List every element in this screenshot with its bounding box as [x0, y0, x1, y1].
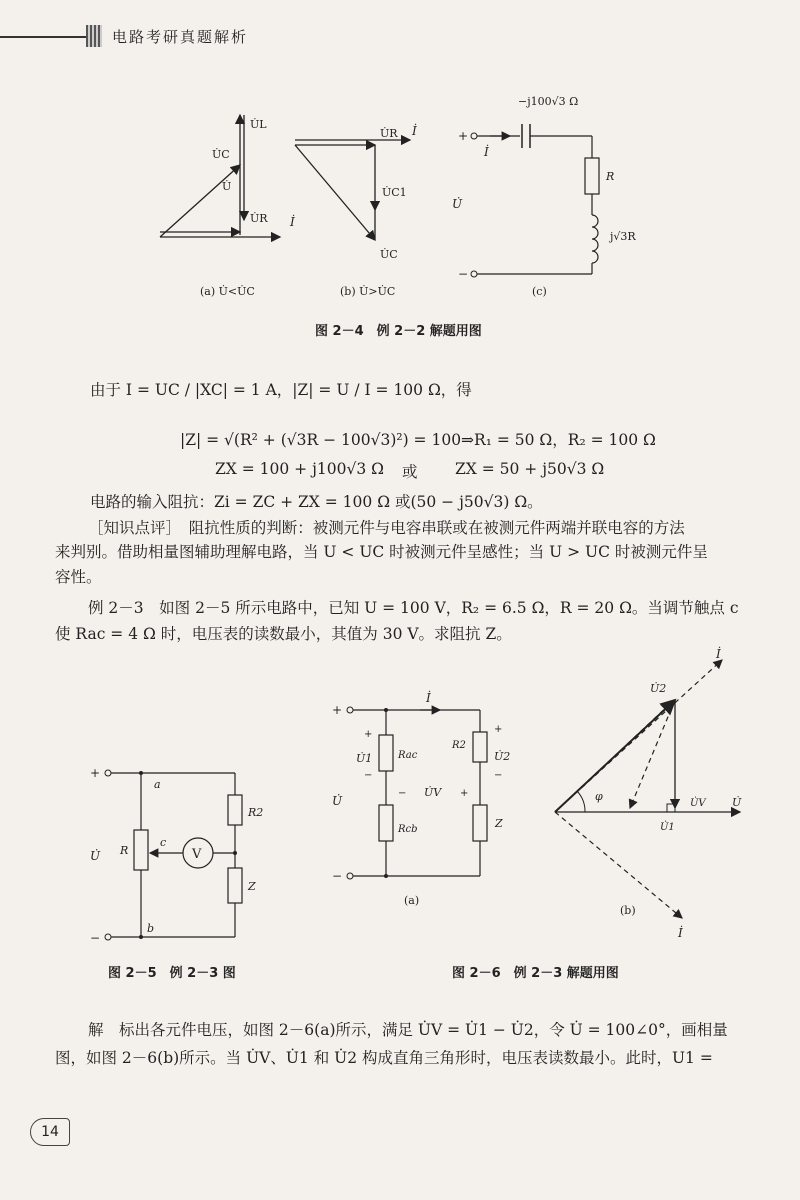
- fig24c-subcaption: (c): [532, 285, 547, 298]
- equation-2b: ZX = 50 + j50√3 Ω: [455, 460, 605, 478]
- fig24a-label-i: İ: [290, 215, 295, 229]
- fig24c-label-l: j√3R: [610, 230, 636, 243]
- fig25-minus: −: [90, 931, 101, 945]
- fig24c-terminal-top: [471, 133, 477, 139]
- fig26a-label-u: U̇: [332, 794, 343, 808]
- text-line-7: 使 Rac = 4 Ω 时，电压表的读数最小，其值为 30 V。求阻抗 Z。: [55, 625, 512, 643]
- fig26b-label-u2: U̇2: [650, 682, 667, 695]
- text-line-2: 电路的输入阻抗：Zi = ZC + ZX = 100 Ω 或(50 − j50√3) Ω。: [90, 493, 543, 511]
- fig26a-label-z: Z: [495, 817, 503, 830]
- fig26a-plus-3: +: [460, 788, 469, 799]
- fig25-label-r: R: [120, 844, 129, 857]
- fig24c-label-cap: −j100√3 Ω: [518, 95, 579, 108]
- fig26a-plus-1: +: [364, 729, 373, 740]
- fig24a-label-ur: U̇R: [250, 212, 268, 225]
- fig24a-label-u: U̇: [222, 180, 232, 193]
- fig26a-label-rcb: Rcb: [398, 824, 418, 835]
- fig24c-inductor: [592, 215, 598, 263]
- equation-2a: ZX = 100 + j100√3 Ω: [215, 460, 384, 478]
- fig24b-label-uc1: U̇C1: [382, 186, 407, 199]
- fig24-caption: 图 2－4 例 2－2 解题用图: [315, 324, 482, 339]
- fig25-resistor-r2: [228, 795, 242, 825]
- fig26a-minus-2: −: [494, 770, 503, 781]
- fig26-caption: 图 2－6 例 2－3 解题用图: [452, 966, 619, 981]
- fig24c-label-u: U̇: [452, 197, 463, 211]
- fig24c-label-r: R: [606, 170, 615, 183]
- fig26b-dashed-1: [630, 700, 675, 808]
- fig24b-subcaption: (b) U̇>U̇C: [340, 285, 396, 298]
- fig26a-subcaption: (a): [404, 894, 420, 907]
- fig24a-u-phasor: [160, 165, 240, 237]
- fig26a-label-u1: U̇1: [356, 752, 373, 765]
- fig25-node-a: a: [154, 778, 161, 791]
- solution-line-1: 解 标出各元件电压，如图 2－6(a)所示，满足 U̇V = U̇1 − U̇2，令 U̇ = 100∠0°，画相量: [88, 1021, 728, 1039]
- text-line-1: 由于 I = UC / |XC| = 1 A，|Z| = U / I = 100 Ω，得: [90, 381, 472, 399]
- header-ornament: [86, 25, 102, 47]
- fig26a-minus-3: −: [398, 788, 407, 799]
- fig25-plus: +: [90, 766, 101, 780]
- fig25-node-b: b: [147, 922, 155, 935]
- fig26a-plus: +: [332, 703, 343, 717]
- fig26a-impedance-z: [473, 805, 487, 841]
- fig26b-label-phi: φ: [595, 790, 603, 803]
- fig24b-u-phasor: [295, 145, 375, 240]
- fig26a-plus-2: +: [494, 724, 503, 735]
- fig26b-label-uv: U̇V: [690, 798, 706, 809]
- fig26b-label-i-negative: İ: [678, 926, 683, 940]
- text-line-3: ［知识点评］ 阻抗性质的判断：被测元件与电容串联或在被测元件两端并联电容的方法: [88, 519, 685, 537]
- fig26b-subcaption: (b): [620, 904, 636, 917]
- fig24c-resistor: [585, 158, 599, 194]
- fig26a-label-rac: Rac: [398, 750, 418, 761]
- fig26a-resistor-rcb: [379, 805, 393, 841]
- fig24b-label-i: İ: [412, 124, 417, 138]
- fig24a-label-uc: U̇C: [212, 148, 230, 161]
- fig26a-resistor-r2: [473, 732, 487, 762]
- running-header: 电路考研真题解析: [112, 28, 249, 46]
- fig26b-label-u1: U̇1: [660, 822, 675, 833]
- fig26b-label-u-axis: U̇: [732, 796, 742, 809]
- fig25-label-z: Z: [248, 880, 256, 893]
- text-line-6: 例 2－3 如图 2－5 所示电路中，已知 U = 100 V，R₂ = 6.5 Ω，R = 20 Ω。当调节触点 c: [88, 599, 739, 617]
- fig25-resistor-r: [134, 830, 148, 870]
- fig26a-resistor-rac: [379, 735, 393, 771]
- fig25-impedance-z: [228, 868, 242, 903]
- text-line-4: 来判别。借助相量图辅助理解电路，当 U < UC 时被测元件呈感性；当 U > UC 时被测元件呈: [55, 543, 708, 561]
- fig24a-subcaption: (a) U̇<U̇C: [200, 285, 255, 298]
- fig24c-plus: +: [458, 129, 469, 143]
- fig25-label-u: U̇: [90, 849, 101, 863]
- fig26a-label-r2: R2: [452, 740, 466, 751]
- figure-2-6a: [320, 690, 530, 910]
- fig24c-minus: −: [458, 267, 469, 281]
- fig24b-label-uc: U̇C: [380, 248, 398, 261]
- solution-line-2: 图，如图 2－6(b)所示。当 U̇V、U̇1 和 U̇2 构成直角三角形时，电压表读数最小。此时，U1 =: [55, 1049, 713, 1067]
- fig26a-label-i: İ: [426, 691, 431, 705]
- figure-2-5: [80, 750, 280, 950]
- fig26b-label-i: İ: [716, 647, 721, 661]
- fig25-node-c: c: [160, 836, 167, 849]
- fig24b-label-ur: U̇R: [380, 127, 398, 140]
- header-rule: [0, 36, 100, 38]
- fig25-caption: 图 2－5 例 2－3 图: [108, 966, 236, 981]
- figure-2-4: [140, 80, 660, 310]
- equation-2-or: 或: [402, 463, 418, 481]
- fig26a-minus: −: [332, 869, 343, 883]
- fig26a-minus-1: −: [364, 770, 373, 781]
- fig25-voltmeter-label: V: [192, 847, 202, 862]
- equation-1: |Z| = √(R² + (√3R − 100√3)²) = 100⇒R₁ = 50 Ω，R₂ = 100 Ω: [180, 431, 656, 449]
- fig24c-label-i: İ: [484, 145, 489, 159]
- fig26a-label-u2: U̇2: [494, 750, 511, 763]
- fig26a-label-uv: U̇V: [424, 786, 442, 799]
- figure-2-6b: [540, 640, 750, 950]
- fig24c-terminal-bottom: [471, 271, 477, 277]
- text-line-5: 容性。: [55, 568, 102, 586]
- page-number: 14: [30, 1118, 70, 1146]
- fig24a-label-ul: U̇L: [250, 118, 267, 131]
- fig25-label-r2: R2: [248, 806, 264, 819]
